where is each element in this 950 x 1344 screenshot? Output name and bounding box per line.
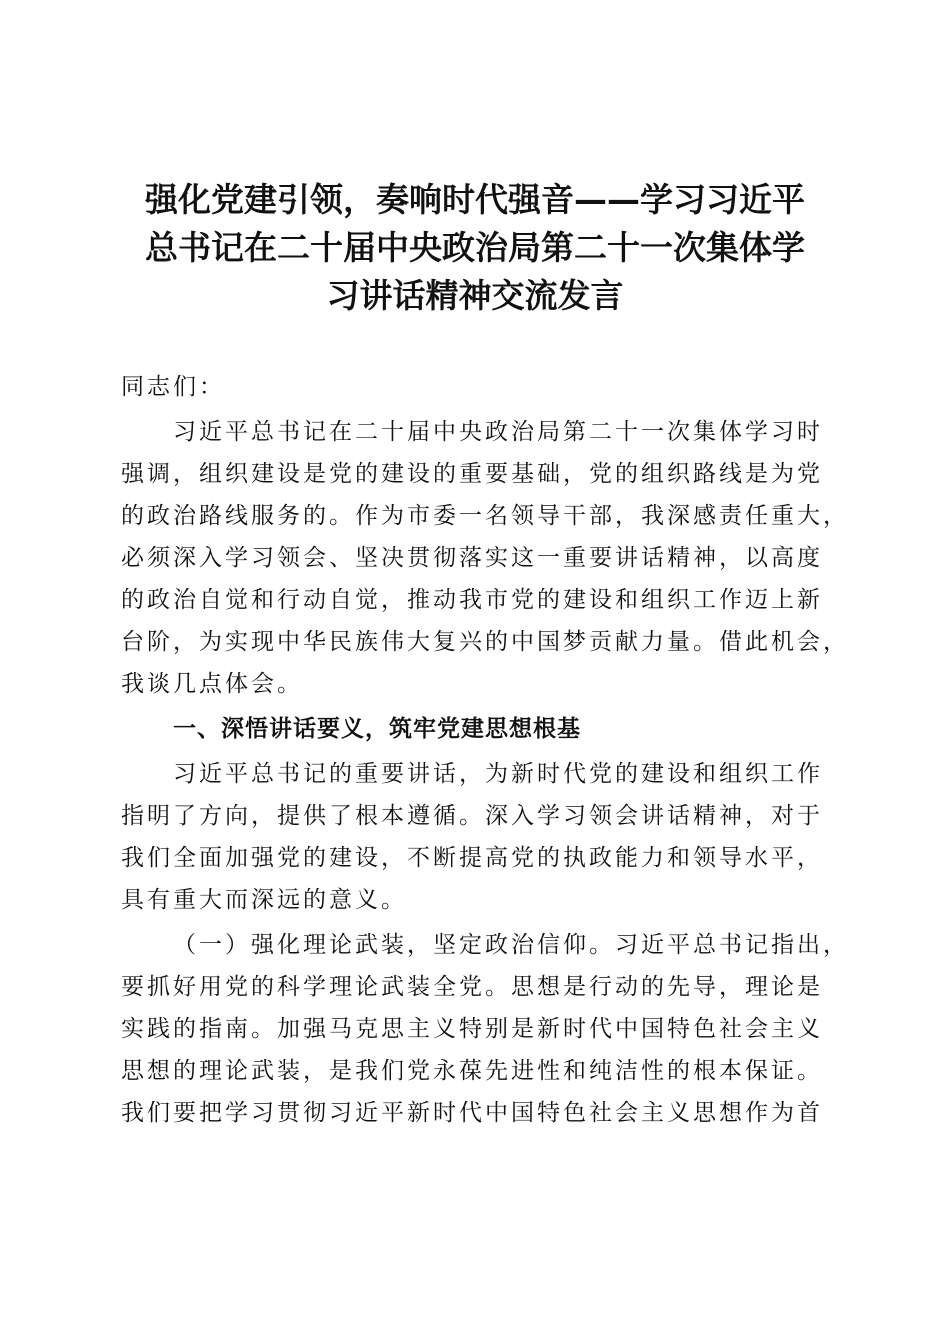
text-line: 实践的指南。加强马克思主义特别是新时代中国特色社会主义 [121, 1016, 823, 1042]
title-line: 习讲话精神交流发言 [326, 276, 624, 315]
text-line: 的政治自觉和行动自觉，推动我市党的建设和组织工作迈上新 [121, 587, 823, 613]
text-line: 我们要把学习贯彻习近平新时代中国特色社会主义思想作为首 [121, 1100, 823, 1126]
document-body [121, 366, 849, 1137]
text-line: 强调，组织建设是党的建设的重要基础，党的组织路线是为党 [121, 461, 823, 487]
section-paragraph [121, 753, 833, 921]
document-title [110, 176, 840, 320]
intro-paragraph [121, 411, 849, 705]
text-line: 台阶，为实现中华民族伟大复兴的中国梦贡献力量。借此机会， [121, 629, 849, 655]
text-line: 的政治路线服务的。作为市委一名领导干部，我深感责任重大， [121, 503, 849, 529]
text-line: 必须深入学习领会、坚决贯彻落实这一重要讲话精神，以高度 [121, 545, 823, 571]
text-line: 习近平总书记在二十届中央政治局第二十一次集体学习时 [173, 419, 823, 445]
text-line: 具有重大而深远的意义。 [121, 887, 407, 913]
text-line: 习近平总书记的重要讲话，为新时代党的建设和组织工作 [173, 761, 823, 787]
text-line: 指明了方向，提供了根本遵循。深入学习领会讲话精神，对于 [121, 803, 823, 829]
text-line: （一）强化理论武装，坚定政治信仰。习近平总书记指出， [173, 932, 849, 958]
text-line: 要抓好用党的科学理论武装全党。思想是行动的先导，理论是 [121, 974, 823, 1000]
section-heading: 一、深悟讲话要义，筑牢党建思想根基 [173, 716, 581, 742]
text-line: 思想的理论武装，是我们党永葆先进性和纯洁性的根本保证。 [121, 1058, 823, 1084]
salutation: 同志们： [121, 374, 225, 400]
title-line: 强化党建引领，奏响时代强音——学习习近平 [145, 180, 805, 219]
text-line: 我谈几点体会。 [121, 671, 303, 697]
text-line: 我们全面加强党的建设，不断提高党的执政能力和领导水平， [121, 845, 823, 871]
subsection-paragraph [121, 924, 849, 1134]
title-line: 总书记在二十届中央政治局第二十一次集体学 [145, 228, 805, 267]
